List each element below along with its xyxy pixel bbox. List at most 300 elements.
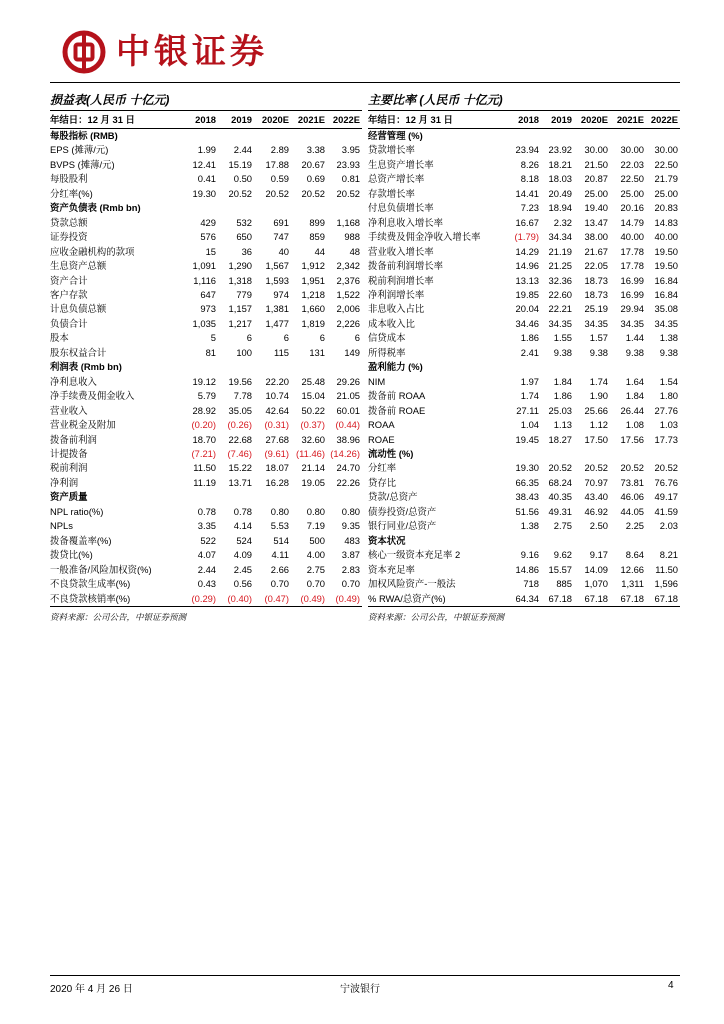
value-cell: 2.89 bbox=[270, 144, 289, 156]
value-cell: 1.12 bbox=[589, 419, 608, 431]
section-title: 利润表 (Rmb bn) bbox=[50, 361, 122, 373]
value-cell: 1.13 bbox=[553, 419, 572, 431]
value-cell: 3.95 bbox=[341, 144, 360, 156]
value-cell: 6 bbox=[246, 332, 252, 344]
row-label: 手续费及佣金净收入增长率 bbox=[368, 231, 481, 243]
value-cell: 18.07 bbox=[265, 462, 289, 474]
value-cell: 22.50 bbox=[620, 173, 644, 185]
value-cell: 2.32 bbox=[553, 216, 572, 228]
value-cell: 18.03 bbox=[548, 173, 572, 185]
row-label: 净手续费及佣金收入 bbox=[50, 390, 135, 402]
section-header-row bbox=[50, 490, 362, 504]
table-row bbox=[50, 158, 362, 172]
value-cell: 13.47 bbox=[584, 216, 608, 228]
value-cell: 1,217 bbox=[228, 317, 252, 329]
value-cell: 0.80 bbox=[306, 505, 325, 517]
value-cell: 20.52 bbox=[620, 462, 644, 474]
table-row bbox=[50, 143, 362, 157]
value-cell: (0.49) bbox=[327, 592, 362, 607]
value-cell: 1,070 bbox=[584, 578, 608, 590]
value-cell: 1.57 bbox=[589, 332, 608, 344]
row-label: 分红率 bbox=[368, 462, 397, 474]
empty-cell bbox=[327, 201, 362, 215]
value-cell: 1,522 bbox=[336, 288, 360, 300]
empty-cell bbox=[254, 490, 291, 504]
column-header: 年结日：12 月 31 日 bbox=[50, 111, 183, 129]
value-cell: 1.74 bbox=[589, 375, 608, 387]
value-cell: 22.05 bbox=[584, 260, 608, 272]
value-cell: 20.83 bbox=[654, 202, 678, 214]
value-cell: 19.45 bbox=[515, 433, 539, 445]
value-cell: 2,006 bbox=[336, 303, 360, 315]
value-cell: 26.44 bbox=[620, 404, 644, 416]
value-cell: 9.38 bbox=[625, 346, 644, 358]
value-cell: 4.00 bbox=[306, 549, 325, 561]
value-cell: 34.34 bbox=[548, 231, 572, 243]
value-cell: 1,912 bbox=[301, 260, 325, 272]
value-cell: 647 bbox=[200, 288, 216, 300]
row-label: 贷款总额 bbox=[50, 216, 88, 228]
value-cell: 8.26 bbox=[520, 158, 539, 170]
table-row bbox=[368, 375, 680, 389]
value-cell: 9.35 bbox=[341, 520, 360, 532]
row-label: 一般准备/风险加权资(%) bbox=[50, 563, 152, 575]
empty-cell bbox=[508, 360, 541, 374]
empty-cell bbox=[183, 490, 218, 504]
value-cell: 14.83 bbox=[654, 216, 678, 228]
value-cell: 27.76 bbox=[654, 404, 678, 416]
table-row bbox=[368, 187, 680, 201]
table-row bbox=[368, 548, 680, 562]
table-row bbox=[50, 592, 362, 607]
row-label: 总资产增长率 bbox=[368, 173, 425, 185]
value-cell: 22.68 bbox=[228, 433, 252, 445]
value-cell: 1,660 bbox=[301, 303, 325, 315]
value-cell: 18.73 bbox=[584, 274, 608, 286]
row-label: 贷款/总资产 bbox=[368, 491, 418, 503]
table-row bbox=[50, 519, 362, 533]
value-cell: 67.18 bbox=[646, 592, 680, 607]
empty-cell bbox=[610, 534, 646, 548]
value-cell: 17.88 bbox=[265, 158, 289, 170]
row-label: 净利息收入增长率 bbox=[368, 216, 444, 228]
value-cell: 6 bbox=[283, 332, 289, 344]
value-cell: 16.67 bbox=[515, 216, 539, 228]
value-cell: 67.18 bbox=[541, 592, 574, 607]
table-row bbox=[50, 216, 362, 230]
row-label: NPL ratio(%) bbox=[50, 505, 104, 517]
value-cell: 1,381 bbox=[265, 303, 289, 315]
value-cell: 29.94 bbox=[620, 303, 644, 315]
value-cell: 13.71 bbox=[228, 476, 252, 488]
row-label: 营业收入 bbox=[50, 404, 88, 416]
row-label: 核心一级资本充足率 2 bbox=[368, 549, 461, 561]
value-cell: 6 bbox=[319, 332, 325, 344]
value-cell: 0.69 bbox=[306, 173, 325, 185]
value-cell: 3.35 bbox=[197, 520, 216, 532]
row-label: 不良贷款生成率(%) bbox=[50, 578, 131, 590]
value-cell: 1.55 bbox=[553, 332, 572, 344]
value-cell: 67.18 bbox=[574, 592, 610, 607]
value-cell: 20.04 bbox=[515, 303, 539, 315]
table-row bbox=[50, 230, 362, 244]
value-cell: 30.00 bbox=[654, 144, 678, 156]
value-cell: 691 bbox=[273, 216, 289, 228]
empty-cell bbox=[541, 534, 574, 548]
value-cell: 48 bbox=[349, 245, 360, 257]
table-row bbox=[368, 216, 680, 230]
value-cell: 4.07 bbox=[197, 549, 216, 561]
value-cell: 1.74 bbox=[520, 390, 539, 402]
value-cell: 12.66 bbox=[620, 563, 644, 575]
row-label: 加权风险资产-一般法 bbox=[368, 578, 456, 590]
row-label: % RWA/总资产(%) bbox=[368, 592, 508, 607]
section-title: 资本状况 bbox=[368, 534, 406, 546]
value-cell: 576 bbox=[200, 231, 216, 243]
row-label: ROAE bbox=[368, 433, 395, 445]
table-row bbox=[50, 389, 362, 403]
row-label: 客户存款 bbox=[50, 288, 88, 300]
value-cell: (14.26) bbox=[330, 447, 360, 459]
value-cell: 15.57 bbox=[548, 563, 572, 575]
value-cell: 21.67 bbox=[584, 245, 608, 257]
row-label: 不良贷款核销率(%) bbox=[50, 592, 183, 607]
value-cell: 0.41 bbox=[197, 173, 216, 185]
value-cell: 19.05 bbox=[301, 476, 325, 488]
row-label: 税前利润 bbox=[50, 462, 88, 474]
value-cell: 1.38 bbox=[520, 520, 539, 532]
empty-cell bbox=[574, 360, 610, 374]
value-cell: 2,376 bbox=[336, 274, 360, 286]
value-cell: 0.43 bbox=[197, 578, 216, 590]
value-cell: 0.59 bbox=[270, 173, 289, 185]
value-cell: 29.26 bbox=[336, 375, 360, 387]
section-title: 盈利能力 (%) bbox=[368, 361, 423, 373]
section-header-row bbox=[368, 447, 680, 461]
value-cell: 1,596 bbox=[654, 578, 678, 590]
value-cell: 15.04 bbox=[301, 390, 325, 402]
value-cell: 30.00 bbox=[620, 144, 644, 156]
value-cell: 22.21 bbox=[548, 303, 572, 315]
value-cell: 100 bbox=[236, 346, 252, 358]
value-cell: 20.52 bbox=[654, 462, 678, 474]
value-cell: (0.40) bbox=[218, 592, 254, 607]
value-cell: 14.41 bbox=[515, 187, 539, 199]
value-cell: 20.67 bbox=[301, 158, 325, 170]
table-row bbox=[50, 245, 362, 259]
value-cell: 718 bbox=[523, 578, 539, 590]
value-cell: 131 bbox=[309, 346, 325, 358]
value-cell: 66.35 bbox=[515, 476, 539, 488]
value-cell: (9.61) bbox=[264, 447, 289, 459]
value-cell: 747 bbox=[273, 231, 289, 243]
row-label: 所得税率 bbox=[368, 346, 406, 358]
table-row bbox=[50, 331, 362, 345]
value-cell: 17.56 bbox=[620, 433, 644, 445]
value-cell: 1.99 bbox=[197, 144, 216, 156]
value-cell: 5.53 bbox=[270, 520, 289, 532]
value-cell: 34.35 bbox=[654, 317, 678, 329]
value-cell: 25.48 bbox=[301, 375, 325, 387]
value-cell: 2,342 bbox=[336, 260, 360, 272]
value-cell: 20.49 bbox=[548, 187, 572, 199]
value-cell: 16.99 bbox=[620, 288, 644, 300]
value-cell: 1.86 bbox=[520, 332, 539, 344]
value-cell: 19.12 bbox=[192, 375, 216, 387]
value-cell: 988 bbox=[344, 231, 360, 243]
value-cell: 30.00 bbox=[584, 144, 608, 156]
section-header-row bbox=[50, 129, 362, 144]
value-cell: 16.84 bbox=[654, 274, 678, 286]
value-cell: 9.17 bbox=[589, 549, 608, 561]
value-cell: 9.62 bbox=[553, 549, 572, 561]
value-cell: 19.85 bbox=[515, 288, 539, 300]
value-cell: 1,311 bbox=[621, 578, 644, 590]
value-cell: 40 bbox=[278, 245, 289, 257]
table-row bbox=[50, 404, 362, 418]
value-cell: 14.09 bbox=[584, 563, 608, 575]
value-cell: 21.19 bbox=[548, 245, 572, 257]
row-label: 拨贷比(%) bbox=[50, 549, 93, 561]
value-cell: 18.27 bbox=[548, 433, 572, 445]
value-cell: 1.84 bbox=[553, 375, 572, 387]
value-cell: 0.81 bbox=[341, 173, 360, 185]
column-header: 2018 bbox=[508, 111, 541, 129]
value-cell: 524 bbox=[236, 534, 252, 546]
value-cell: 46.06 bbox=[620, 491, 644, 503]
table-row bbox=[50, 317, 362, 331]
value-cell: 1.08 bbox=[625, 419, 644, 431]
empty-cell bbox=[646, 534, 680, 548]
table-row bbox=[50, 418, 362, 432]
table-header-row bbox=[50, 111, 362, 129]
value-cell: 1,218 bbox=[301, 288, 325, 300]
value-cell: 2.45 bbox=[233, 563, 252, 575]
value-cell: 19.50 bbox=[654, 260, 678, 272]
empty-cell bbox=[254, 360, 291, 374]
value-cell: 23.94 bbox=[515, 144, 539, 156]
table-row bbox=[368, 461, 680, 475]
value-cell: 41.59 bbox=[654, 505, 678, 517]
row-label: ROAA bbox=[368, 419, 395, 431]
row-label: 应收金融机构的款项 bbox=[50, 245, 135, 257]
value-cell: 500 bbox=[309, 534, 325, 546]
empty-cell bbox=[610, 447, 646, 461]
value-cell: 2.66 bbox=[270, 563, 289, 575]
table-row bbox=[368, 230, 680, 244]
empty-cell bbox=[183, 129, 218, 144]
value-cell: 11.50 bbox=[193, 462, 216, 474]
value-cell: 12.41 bbox=[192, 158, 216, 170]
value-cell: 10.74 bbox=[265, 390, 289, 402]
page-number: 4 bbox=[668, 980, 674, 991]
value-cell: 7.78 bbox=[233, 390, 252, 402]
table-row bbox=[50, 172, 362, 186]
value-cell: 46.92 bbox=[584, 505, 608, 517]
value-cell: 36 bbox=[241, 245, 252, 257]
row-label: 计息负债总额 bbox=[50, 303, 107, 315]
section-title: 资产质量 bbox=[50, 491, 88, 503]
value-cell: 1.90 bbox=[589, 390, 608, 402]
value-cell: 514 bbox=[273, 534, 289, 546]
value-cell: 44 bbox=[314, 245, 325, 257]
value-cell: 1,819 bbox=[301, 317, 325, 329]
value-cell: 14.29 bbox=[515, 245, 539, 257]
value-cell: 0.70 bbox=[306, 578, 325, 590]
value-cell: 22.26 bbox=[336, 476, 360, 488]
value-cell: 2.25 bbox=[625, 520, 644, 532]
value-cell: 973 bbox=[200, 303, 216, 315]
column-header: 年结日：12 月 31 日 bbox=[368, 111, 508, 129]
row-label: 负债合计 bbox=[50, 317, 88, 329]
value-cell: 25.19 bbox=[584, 303, 608, 315]
value-cell: 81 bbox=[205, 346, 216, 358]
value-cell: (7.46) bbox=[227, 447, 252, 459]
section-title: 流动性 (%) bbox=[368, 447, 414, 459]
value-cell: (1.79) bbox=[514, 231, 539, 243]
value-cell: 0.70 bbox=[341, 578, 360, 590]
right-source-note: 资料来源：公司公告，中银证券预测 bbox=[368, 611, 505, 622]
value-cell: 34.35 bbox=[584, 317, 608, 329]
table-row bbox=[368, 172, 680, 186]
value-cell: 532 bbox=[236, 216, 252, 228]
value-cell: 779 bbox=[236, 288, 252, 300]
value-cell: 49.31 bbox=[548, 505, 572, 517]
value-cell: 20.52 bbox=[584, 462, 608, 474]
table-row bbox=[368, 317, 680, 331]
value-cell: 25.00 bbox=[584, 187, 608, 199]
table-row bbox=[368, 143, 680, 157]
row-label: 股本 bbox=[50, 332, 69, 344]
value-cell: 19.30 bbox=[515, 462, 539, 474]
income-statement-table bbox=[50, 111, 362, 607]
value-cell: 9.38 bbox=[659, 346, 678, 358]
value-cell: 15.19 bbox=[228, 158, 252, 170]
footer-date: 2020 年 4 月 26 日 bbox=[50, 984, 133, 995]
row-label: 生息资产总额 bbox=[50, 260, 107, 272]
value-cell: 2.44 bbox=[233, 144, 252, 156]
value-cell: 2.41 bbox=[520, 346, 539, 358]
value-cell: 51.56 bbox=[515, 505, 539, 517]
value-cell: 1,091 bbox=[192, 260, 216, 272]
column-header: 2018 bbox=[183, 111, 218, 129]
value-cell: 7.23 bbox=[520, 202, 539, 214]
row-label: NIM bbox=[368, 375, 386, 387]
value-cell: 21.50 bbox=[584, 158, 608, 170]
value-cell: 21.14 bbox=[301, 462, 325, 474]
row-label: 股东权益合计 bbox=[50, 346, 107, 358]
value-cell: 50.22 bbox=[301, 404, 325, 416]
key-ratios-title: 主要比率 (人民币 十亿元) bbox=[368, 90, 680, 111]
value-cell: 14.79 bbox=[620, 216, 644, 228]
value-cell: 899 bbox=[309, 216, 325, 228]
empty-cell bbox=[508, 129, 541, 144]
value-cell: 35.08 bbox=[654, 303, 678, 315]
value-cell: 25.00 bbox=[654, 187, 678, 199]
value-cell: 22.20 bbox=[265, 375, 289, 387]
value-cell: 0.78 bbox=[197, 505, 216, 517]
table-row bbox=[368, 490, 680, 504]
value-cell: 1.38 bbox=[659, 332, 678, 344]
value-cell: 34.35 bbox=[620, 317, 644, 329]
value-cell: 21.05 bbox=[336, 390, 360, 402]
table-row bbox=[368, 433, 680, 447]
table-row bbox=[50, 433, 362, 447]
value-cell: 32.60 bbox=[301, 433, 325, 445]
value-cell: 11.19 bbox=[193, 476, 216, 488]
row-label: 分红率(%) bbox=[50, 187, 93, 199]
value-cell: 25.00 bbox=[620, 187, 644, 199]
value-cell: 20.52 bbox=[301, 187, 325, 199]
value-cell: 18.21 bbox=[548, 158, 572, 170]
row-label: 营业税金及附加 bbox=[50, 419, 116, 431]
value-cell: 18.94 bbox=[548, 202, 572, 214]
value-cell: 16.28 bbox=[265, 476, 289, 488]
column-header: 2020E bbox=[254, 111, 291, 129]
row-label: 净利息收入 bbox=[50, 375, 97, 387]
table-row bbox=[50, 476, 362, 490]
empty-cell bbox=[574, 129, 610, 144]
empty-cell bbox=[574, 447, 610, 461]
value-cell: 3.87 bbox=[341, 549, 360, 561]
value-cell: 2,226 bbox=[336, 317, 360, 329]
value-cell: 0.80 bbox=[341, 505, 360, 517]
value-cell: 16.99 bbox=[620, 274, 644, 286]
table-row bbox=[50, 288, 362, 302]
column-header: 2022E bbox=[327, 111, 362, 129]
table-row bbox=[50, 259, 362, 273]
row-label: 生息资产增长率 bbox=[368, 158, 434, 170]
value-cell: 73.81 bbox=[620, 476, 644, 488]
row-label: 信贷成本 bbox=[368, 332, 406, 344]
key-ratios-panel bbox=[368, 90, 680, 623]
value-cell: 1,035 bbox=[192, 317, 216, 329]
value-cell: 19.30 bbox=[192, 187, 216, 199]
value-cell: 2.03 bbox=[659, 520, 678, 532]
value-cell: 0.50 bbox=[233, 173, 252, 185]
empty-cell bbox=[218, 360, 254, 374]
value-cell: (11.46) bbox=[295, 447, 325, 459]
value-cell: 42.64 bbox=[265, 404, 289, 416]
value-cell: 17.78 bbox=[620, 245, 644, 257]
value-cell: 9.38 bbox=[589, 346, 608, 358]
table-row bbox=[368, 245, 680, 259]
section-title: 每股指标 (RMB) bbox=[50, 130, 118, 141]
section-title: 经营管理 (%) bbox=[368, 130, 423, 141]
value-cell: 1,951 bbox=[301, 274, 325, 286]
value-cell: 18.73 bbox=[584, 288, 608, 300]
value-cell: 8.18 bbox=[520, 173, 539, 185]
value-cell: 11.50 bbox=[655, 563, 678, 575]
value-cell: 27.11 bbox=[516, 404, 539, 416]
value-cell: 40.00 bbox=[620, 231, 644, 243]
value-cell: 1,477 bbox=[265, 317, 289, 329]
value-cell: 70.97 bbox=[584, 476, 608, 488]
value-cell: 0.56 bbox=[233, 578, 252, 590]
table-row bbox=[368, 563, 680, 577]
row-label: EPS (摊薄/元) bbox=[50, 144, 109, 156]
table-row bbox=[368, 158, 680, 172]
row-label: 税前利润增长率 bbox=[368, 274, 434, 286]
empty-cell bbox=[218, 490, 254, 504]
empty-cell bbox=[541, 129, 574, 144]
value-cell: 2.44 bbox=[197, 563, 216, 575]
empty-cell bbox=[291, 490, 327, 504]
value-cell: 13.13 bbox=[515, 274, 539, 286]
value-cell: 429 bbox=[200, 216, 216, 228]
income-statement-panel bbox=[50, 90, 362, 623]
value-cell: 38.43 bbox=[515, 491, 539, 503]
